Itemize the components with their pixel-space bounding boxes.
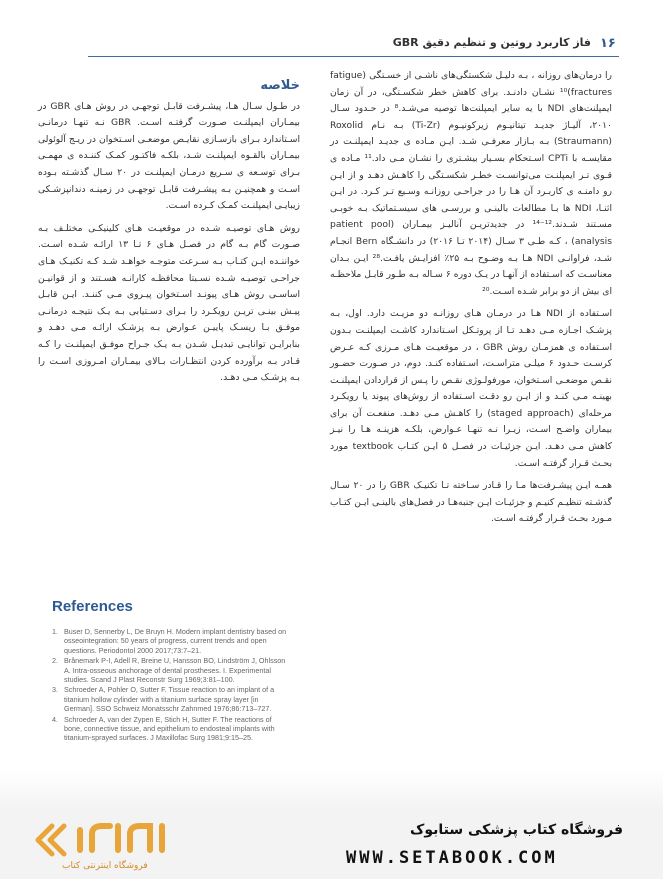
references-list xyxy=(52,627,290,743)
reference-item xyxy=(52,656,290,684)
body-paragraph: را درمان‌های روزانه ، بـه دلیـل شکستگی‌های ناشـی از خسـتگی (fatigue fractures)¹⁰ نشـان دادنـد. برای کاهش خطر شکسـتگی، در آن زمان ایمپلنت‌های NDI با یه سایر ایمپلنت‌ها توصیه می‌شـد.⁸ در حـدود سـال ۲۰۱۰، آلیـاژ جدیـد تیتانیـوم زیرکونیـوم (Ti-Zr) بـه نـام Roxolid (Straumann) بـه بـازار معرفـی شـد. ایـن مـاده ی جدیـد ایمپلنـت در مقایسـه با CPTi اسـتحکام بسـیار بیشـتری را نشـان مـی داد.¹¹ مـاده ی قـوی تـر ایمپلنـت می‌توانسـت خطـر شکسـتگی را کاهـش دهـد و از ایـن رو دامنـه ی کاربـرد آن هـا را در جراحـی روزانـه وسـیع تـر کـرد. در ایـن اثنـا، NDI ها بـا مطالعات بالینـی و بررسـی های سیسـتماتیک بـه خوبـی مسـتند شـدند.¹²⁻¹⁴ در جدیدتریـن آنالیـز بیمـاران (patient pool analysis) ، کـه طـی ۳ سـال (۲۰۱۴ تـا ۲۰۱۶) در دانشـگاه Bern انجـام شـد، فراوانـی NDI هـا بـه وضـوح بـه ۲۵٪ افزایـش یافـت.²⁸ ایـن بـدان معناسـت که اسـتفاده از آنهـا در یـک دوره ۶ سـاله بـه طـور قابـل ملاحظـه ای بیش از دو برابر شـده اسـت.²⁰ xyxy=(330,70,613,297)
reference-item xyxy=(52,685,290,713)
store-url-link[interactable]: WWW.SETABOOK.COM xyxy=(346,848,558,868)
running-title: فاز کاربرد روتین و تنظیم دقیق GBR xyxy=(392,36,591,49)
body-column-right xyxy=(330,68,612,534)
reference-number: 1. xyxy=(52,627,58,636)
page-number: ۱۶ xyxy=(600,36,616,51)
references-title: References xyxy=(52,598,133,615)
body-paragraph: اسـتفاده از NDI هـا در درمـان هـای روزانـه دو مزیـت دارد. اول، بـه پزشـک اجـازه مـی دهـد تـا از پروتـکل اسـتاندارد کاشـت ایمپلنـت بـدون اسـتفاده ی همزمـان روش GBR ، در موقعیـت هـای مـرزی کـه عـرض کرسـت حـدود ۶ میلـی متراسـت، اسـتفاده کنـد. دوم، در صـورت حضـور نقـص موضعـی اسـتخوان، مورفولـوژی نقـص را پـس از قراردادن ایمپلنـت بهینـه مـی کنـد و از ایـن رو دقـت اسـتفاده از روش‌های پیوند یا رویکـرد مرحله‌ای (staged approach) را کاهـش مـی دهـد. منفعـت آن برای بیماران واضـح اسـت، زیـرا نـه تنهـا عـوارض، بلکـه هزینـه هـا را نیـز کاهش مـی دهـد. ایـن جزئیـات در فصـل ۵ ایـن کتـاب textbook مورد بحـث قـرار گرفتـه اسـت. xyxy=(330,308,613,469)
reference-text: Buser D, Sennerby L, De Bruyn H. Modern implant dentistry based on osseointegration: 50 years of progress, current trends and open questions. Periodontol 2000 2017;73:7–21. xyxy=(64,627,287,655)
reference-text: Brånemark P-I, Adell R, Breine U, Hansson BO, Lindström J, Ohlsson A. Intra-osseous anchorage of dental prostheses. I. Experimental studies. Scand J Plast Reconstr Surg 1969;3:81–100. xyxy=(64,656,286,685)
references-section xyxy=(52,598,290,744)
reference-number: 2. xyxy=(52,656,58,666)
page-header xyxy=(0,0,663,62)
summary-section xyxy=(38,78,300,393)
logo-caption: فروشگاه اینترنتی کتاب xyxy=(62,861,148,871)
summary-paragraph: روش هـای توصیـه شـده در موقعیـت هـای کلینیکـی مختلـف بـه صـورت گام بـه گام در فصـل هـای ۶ تـا ۱۳ ارائـه شـده اسـت. خواننـده ایـن کتـاب بـه سـرعت متوجـه خواهـد شـد کـه تکنیـک هـای جراحـی توصیـه شـده نسـبتا محافظـه کارانـه هسـتند و از قوانیـن اساسـی روش هـای پیونـد اسـتخوان پیـروی مـی کننـد. ایـن قابـل پیـش بینـی تریـن رویکـرد را بـرای دسـتیابی بـه یـک نتیجـه درمانـی موفـق بـا ریسـک پاییـن عـوارض بـه پزشـک ارائـه مـی دهـد و بنابرایـن توانایـی تبدیـل شـدن بـه یـک جـراح موفـق ایمپلنـت را کـه قـادر بـه برآورده کردن انتظـارات بـالای بیمـاران امـروزی اسـت را بـه پزشـک مـی دهـد. xyxy=(38,222,301,384)
store-name: فروشگاه کتاب پزشکی ستابوک xyxy=(410,822,623,838)
reference-text: Schroeder A, van der Zypen E, Stich H, Sutter F. The reactions of bone, connective tissue, and epithelium to endosteal implants with titanium-sprayed surfaces. J Maxillofac Surg 1981;9:15–25. xyxy=(64,714,275,743)
reference-item xyxy=(52,627,290,655)
summary-title: خلاصه xyxy=(260,78,300,93)
reference-item xyxy=(52,715,290,743)
summary-paragraph: در طـول سـال هـا، پیشـرفت قابـل توجهـی در روش هـای GBR در بیمـاران ایمپلنـت صـورت گرفتـه اسـت. GBR نـه تنهـا درمانـی اسـتاندارد بـرای بازسـازی نقایـص موضعـی اسـتخوان در ریـج آلوئولی بیمـاران بالقـوه ایمپلنـت شـد، بلکـه فاکتـور کمـک کننـده ی مهمـی بـرای توسـعه ی سـریع درمـان ایمپلنـت در ۲۰ سـال گذشـته بـوده اسـت و همچنیـن بـه پیشـرفت قابـل توجهـی در زمینـه دندانپزشـکی زیبایـی ایمپلنـت کمـک کـرده اسـت. xyxy=(38,100,301,212)
reference-number: 3. xyxy=(52,685,58,695)
reference-number: 4. xyxy=(52,714,58,724)
footer-fade xyxy=(0,770,663,810)
reference-text: Schroeder A, Pohler O, Sutter F. Tissue reaction to an implant of a titanium hollow cylinder with a titanium surface spray layer [in German]. SSO Schweiz Monatsschr Zahnmed 1976;86:713–727. xyxy=(64,685,275,714)
header-rule xyxy=(88,56,619,57)
body-paragraph: همـه ایـن پیشـرفت‌ها مـا را قـادر سـاخته تـا تکنیـک GBR را در ۲۰ سـال گذشـته تنظیـم کنیـم و جزئیـات ایـن جنبه‌هـا در فصل‌های بالینـی ایـن کتـاب مـورد بحـث قـرار گرفتـه اسـت. xyxy=(330,480,613,525)
